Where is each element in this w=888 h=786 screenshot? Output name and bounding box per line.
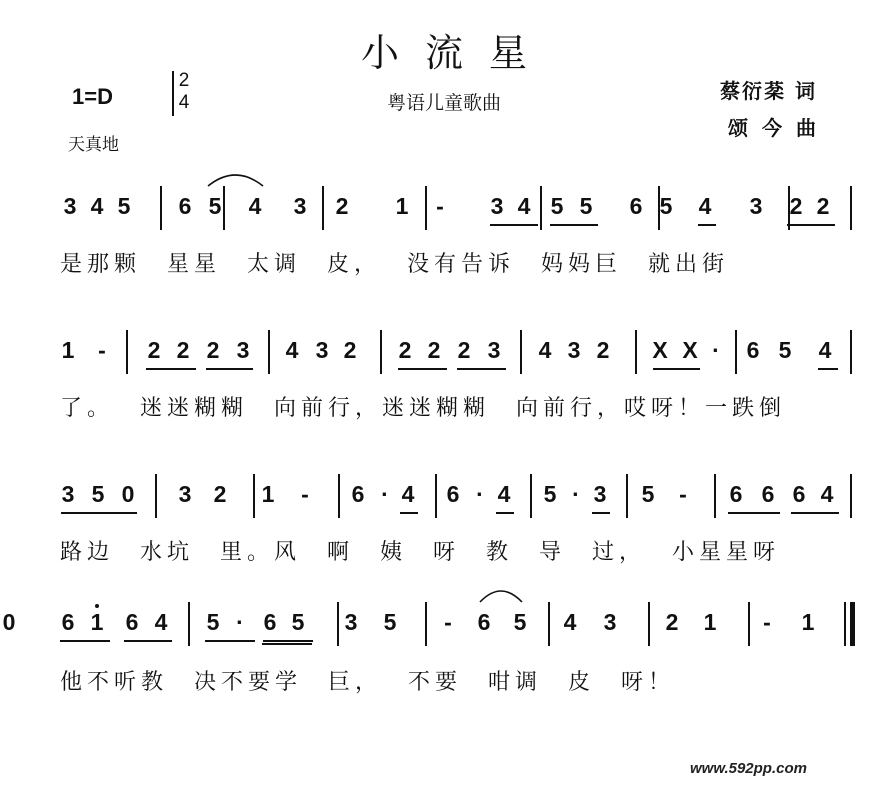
slur-mark [206, 168, 265, 188]
note: 6 [351, 481, 365, 507]
note: 2 [816, 193, 830, 219]
note: - [763, 609, 771, 635]
slur-mark [478, 584, 524, 604]
note: 2 [176, 337, 190, 363]
note: 5 [291, 609, 305, 635]
barline [155, 474, 157, 518]
barline [435, 474, 437, 518]
barline [626, 474, 628, 518]
barline [253, 474, 255, 518]
beam-underline [400, 512, 418, 514]
note: 4 [285, 337, 299, 363]
beam-underline [124, 640, 172, 642]
note: 0 [121, 481, 135, 507]
note: 4 [497, 481, 511, 507]
composer-credit: 颂今曲 [728, 116, 830, 140]
barline [648, 602, 650, 646]
beam-underline [61, 512, 137, 514]
note: 2 [213, 481, 227, 507]
note: · [476, 481, 484, 507]
score-row-3 [0, 474, 888, 524]
note: 6 [729, 481, 743, 507]
note: 3 [490, 193, 504, 219]
beam-underline [787, 224, 835, 226]
tempo-marking: 天真地 [68, 135, 119, 155]
barline [530, 474, 532, 518]
watermark: www.592pp.com [690, 760, 807, 777]
note: · [236, 609, 244, 635]
note: 3 [487, 337, 501, 363]
beam-underline [146, 368, 196, 370]
beam-underline [791, 512, 839, 514]
note: 6 [178, 193, 192, 219]
note: 2 [398, 337, 412, 363]
note: 3 [567, 337, 581, 363]
beam-underline [698, 224, 716, 226]
meter-bottom: 4 [178, 92, 190, 113]
barline [658, 186, 660, 230]
note: 4 [248, 193, 262, 219]
note: 4 [538, 337, 552, 363]
note: - [301, 481, 309, 507]
barline [425, 602, 427, 646]
time-signature [172, 70, 196, 114]
beam-underline [653, 368, 700, 370]
note: 5 [543, 481, 557, 507]
score-row-2 [0, 330, 888, 380]
note: 6 [446, 481, 460, 507]
note: 6 [477, 609, 491, 635]
key-signature: 1=D [72, 84, 113, 109]
final-barline-thin [844, 602, 846, 646]
barline [337, 602, 339, 646]
beam-underline [457, 368, 506, 370]
song-title: 小流星 [360, 31, 553, 75]
barline [188, 602, 190, 646]
note: 4 [154, 609, 168, 635]
final-barline-thick [850, 602, 855, 646]
beam-underline [496, 512, 514, 514]
note: 3 [236, 337, 250, 363]
barline [850, 474, 852, 518]
score-row-4 [0, 602, 888, 652]
beam-underline [263, 640, 313, 642]
barline [126, 330, 128, 374]
note: · [712, 337, 720, 363]
note: 6 [61, 609, 75, 635]
note: 4 [698, 193, 712, 219]
note: 2 [427, 337, 441, 363]
meter-top: 2 [178, 70, 190, 91]
note: 5 [117, 193, 131, 219]
note: 1 [61, 337, 75, 363]
note: 0 [2, 609, 16, 635]
note: 2 [457, 337, 471, 363]
barline [322, 186, 324, 230]
barline [380, 330, 382, 374]
note: 4 [517, 193, 531, 219]
barline [748, 602, 750, 646]
note: 6 [263, 609, 277, 635]
barline [850, 186, 852, 230]
note: 5 [208, 193, 222, 219]
barline [268, 330, 270, 374]
note: 3 [63, 193, 77, 219]
beam-underline [205, 640, 255, 642]
note: 5 [778, 337, 792, 363]
note: 4 [818, 337, 832, 363]
beam-underline [490, 224, 538, 226]
barline [548, 602, 550, 646]
beam-underline [398, 368, 447, 370]
lyric-line-3: 路边 水坑 里。风 啊 姨 呀 教 导 过， 小星星呀 [60, 540, 780, 565]
beam-underline [550, 224, 598, 226]
note: 3 [61, 481, 75, 507]
barline [160, 186, 162, 230]
barline [223, 186, 225, 230]
song-subtitle: 粤语儿童歌曲 [386, 92, 501, 114]
note: X [652, 337, 668, 363]
note: - [679, 481, 687, 507]
barline [735, 330, 737, 374]
note: 3 [593, 481, 607, 507]
high-octave-dot [95, 604, 99, 608]
beam-underline [60, 640, 110, 642]
note: 3 [178, 481, 192, 507]
note: 3 [344, 609, 358, 635]
note: 4 [90, 193, 104, 219]
lyricist-credit: 蔡衍棻 词 [720, 79, 817, 103]
lyric-line-2: 了。 迷迷糊糊 向前行，迷迷糊糊 向前行，哎呀！一跌倒 [60, 396, 786, 421]
barline [540, 186, 542, 230]
note: 6 [761, 481, 775, 507]
barline [425, 186, 427, 230]
note: 2 [343, 337, 357, 363]
note: - [436, 193, 444, 219]
lyric-line-1: 是那颗 星星 太调 皮， 没有告诉 妈妈巨 就出街 [60, 252, 729, 277]
note: 3 [749, 193, 763, 219]
note: 5 [206, 609, 220, 635]
beam-underline [262, 643, 312, 645]
note: 1 [88, 608, 106, 636]
note: X [682, 337, 698, 363]
barline [714, 474, 716, 518]
barline [520, 330, 522, 374]
note: 6 [629, 193, 643, 219]
note: 6 [792, 481, 806, 507]
note: 2 [206, 337, 220, 363]
note: 4 [401, 481, 415, 507]
note: 3 [293, 193, 307, 219]
note: 2 [789, 193, 803, 219]
note: 5 [513, 609, 527, 635]
barline [635, 330, 637, 374]
note: 5 [641, 481, 655, 507]
note: 5 [383, 609, 397, 635]
note: 5 [659, 193, 673, 219]
beam-underline [206, 368, 253, 370]
barline [850, 330, 852, 374]
note: 1 [703, 609, 717, 635]
note: 5 [579, 193, 593, 219]
note: 1 [395, 193, 409, 219]
note: 1 [801, 609, 815, 635]
note: - [444, 609, 452, 635]
note: 2 [596, 337, 610, 363]
note: 1 [261, 481, 275, 507]
note: 6 [746, 337, 760, 363]
lyric-line-4: 他不听教 决不要学 巨， 不要 咁调 皮 呀！ [60, 670, 675, 695]
barline [338, 474, 340, 518]
note: 5 [91, 481, 105, 507]
note: 2 [147, 337, 161, 363]
note: 5 [550, 193, 564, 219]
beam-underline [592, 512, 610, 514]
note: 6 [125, 609, 139, 635]
beam-underline [728, 512, 780, 514]
note: · [572, 481, 580, 507]
note: - [98, 337, 106, 363]
note: 4 [820, 481, 834, 507]
note: 2 [665, 609, 679, 635]
note: · [381, 481, 389, 507]
beam-underline [818, 368, 838, 370]
note: 3 [315, 337, 329, 363]
score-row-1 [0, 186, 888, 236]
note: 3 [603, 609, 617, 635]
note: 2 [335, 193, 349, 219]
note: 4 [563, 609, 577, 635]
